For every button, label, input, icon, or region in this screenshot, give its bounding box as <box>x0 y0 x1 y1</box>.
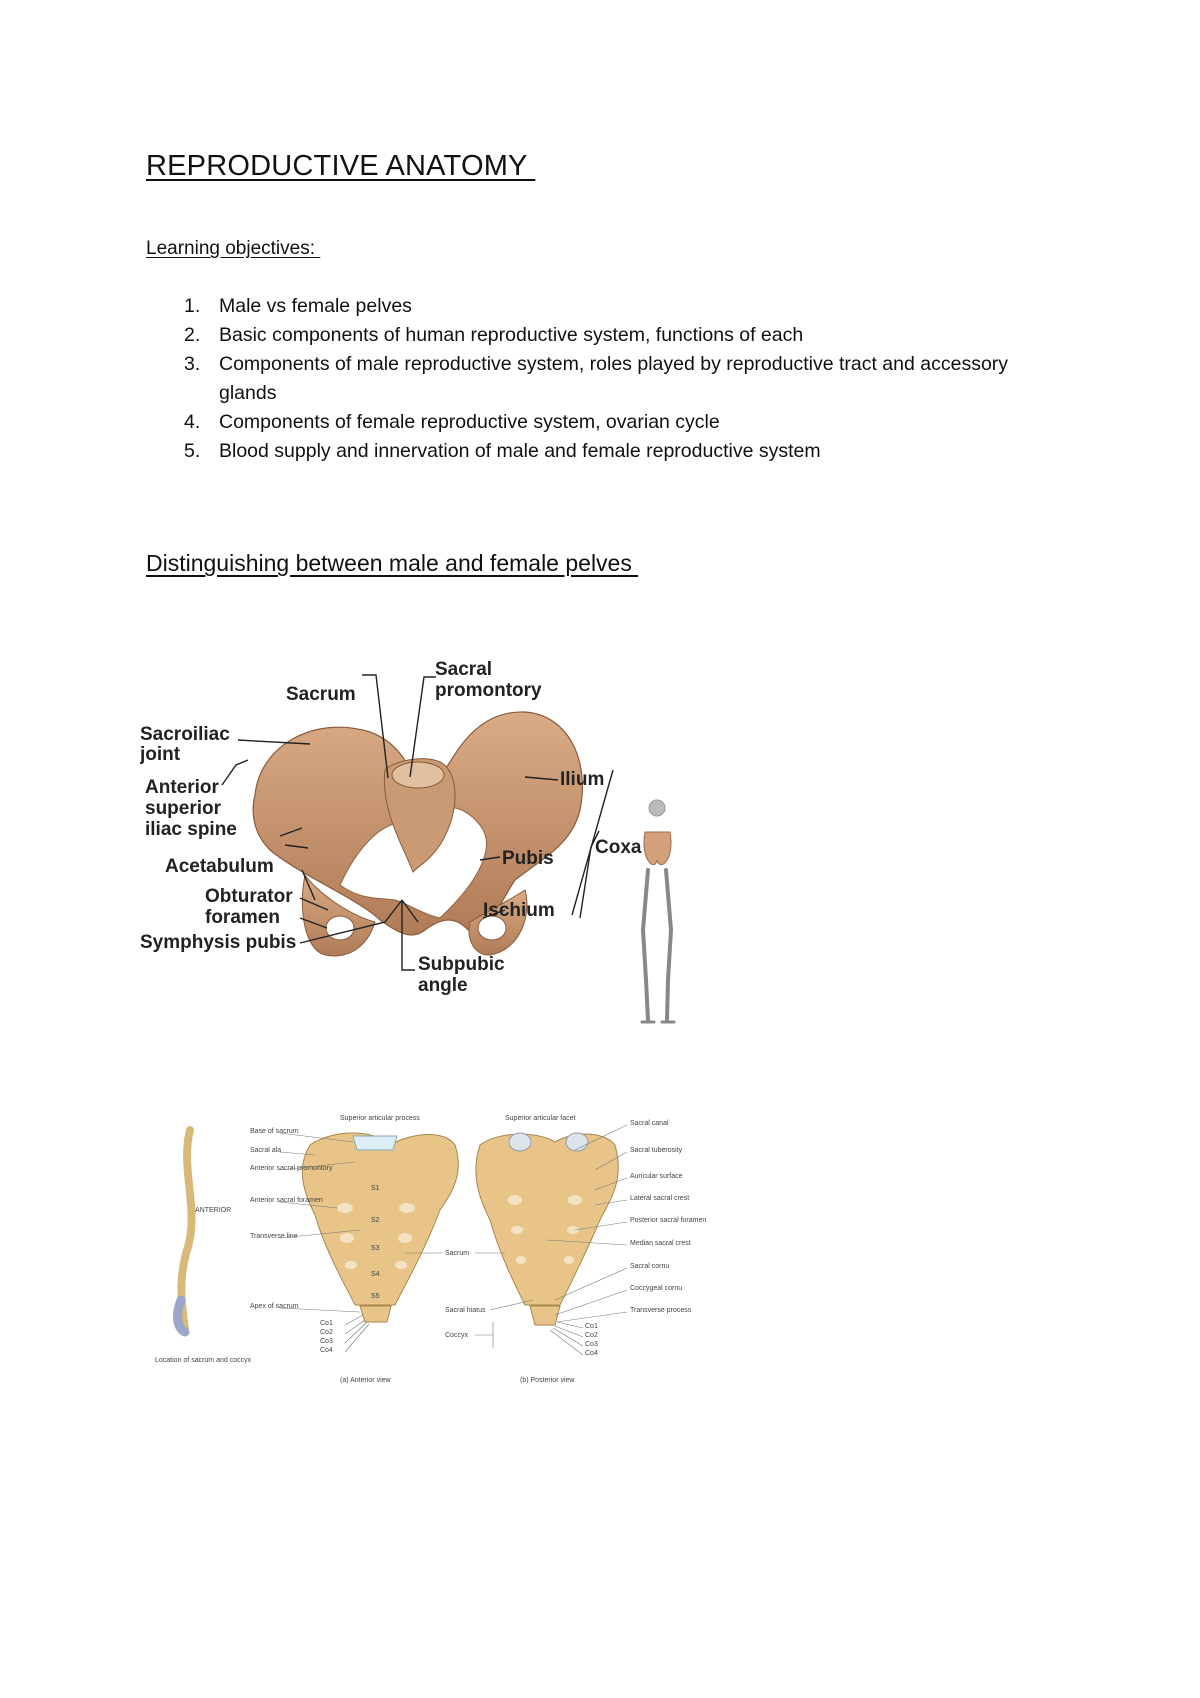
anterior-promontory-label: Anterior sacral promontory <box>250 1165 333 1172</box>
middle-coccyx-label: Coccyx <box>445 1332 468 1339</box>
posterior-right-label: Posterior sacral foramen <box>630 1217 707 1224</box>
sacrum-figure <box>155 1100 755 1390</box>
list-item <box>146 292 1066 321</box>
posterior-caption: (b) Posterior view <box>520 1377 575 1384</box>
posterior-right-label: Sacral canal <box>630 1120 669 1127</box>
label-pubis: Pubis <box>502 848 554 869</box>
posterior-right-label: Transverse process <box>630 1307 692 1314</box>
spine-location-label: Location of sacrum and coccyx <box>155 1357 252 1364</box>
label-sacroiliac-2: joint <box>140 744 181 765</box>
list-text: Components of male reproductive system, roles played by reproductive tract and accessory glands <box>219 353 1009 404</box>
label-obturator-1: Obturator <box>205 886 293 907</box>
skeleton-thumbnail <box>642 800 674 1022</box>
segment-label: S4 <box>371 1271 380 1278</box>
posterior-right-label: Median sacral crest <box>630 1240 691 1247</box>
posterior-right-label: Sacral cornu <box>630 1263 670 1270</box>
middle-co3-label: Co3 <box>320 1338 333 1345</box>
document-title: REPRODUCTIVE ANATOMY <box>146 150 536 182</box>
label-acetabulum: Acetabulum <box>165 856 274 877</box>
anterior-caption: (a) Anterior view <box>340 1377 391 1384</box>
segment-label: S5 <box>371 1293 380 1300</box>
label-ilium: Ilium <box>560 769 605 790</box>
list-text: Male vs female pelves <box>219 295 412 317</box>
list-item <box>146 321 1066 350</box>
posterior-top-label: Superior articular facet <box>505 1115 576 1122</box>
posterior-right-label: Sacral tuberosity <box>630 1147 683 1154</box>
segment-label: S2 <box>371 1217 380 1224</box>
list-text: Blood supply and innervation of male and female reproductive system <box>219 440 821 462</box>
segment-label: S1 <box>371 1185 380 1192</box>
list-item <box>146 350 1066 408</box>
list-item <box>146 437 1066 466</box>
posterior-co4-label: Co4 <box>585 1350 598 1357</box>
spine-anterior-label: ANTERIOR <box>195 1207 232 1214</box>
middle-sacrum-label: Sacrum <box>445 1250 470 1257</box>
list-number: 4. <box>184 411 201 433</box>
label-subpubic-2: angle <box>418 975 468 996</box>
anterior-base-label: Base of sacrum <box>250 1128 299 1135</box>
label-subpubic-1: Subpubic <box>418 954 505 975</box>
list-text: Components of female reproductive system, ovarian cycle <box>219 411 720 433</box>
label-obturator-2: foramen <box>205 907 280 928</box>
label-coxa: Coxa <box>595 837 642 858</box>
posterior-right-label: Auricular surface <box>630 1173 683 1180</box>
anterior-apex-label: Apex of sacrum <box>250 1303 299 1310</box>
spine-illustration <box>155 1130 252 1364</box>
posterior-right-label: Coccygeal cornu <box>630 1285 683 1292</box>
anterior-ala-label: Sacral ala <box>250 1147 282 1154</box>
anterior-foramen-label: Anterior sacral foramen <box>250 1197 323 1204</box>
posterior-right-label: Lateral sacral crest <box>630 1195 690 1202</box>
sacrum-anterior-illustration <box>250 1115 458 1384</box>
sacrum-posterior-illustration <box>476 1115 707 1384</box>
segment-label: S3 <box>371 1245 380 1252</box>
posterior-co1-label: Co1 <box>585 1323 598 1330</box>
label-sacral-promontory-2: promontory <box>435 680 542 701</box>
label-sacral-promontory-1: Sacral <box>435 660 493 680</box>
list-number: 3. <box>184 353 201 375</box>
label-asis-1: Anterior <box>145 777 219 798</box>
list-text: Basic components of human reproductive system, functions of each <box>219 324 804 346</box>
middle-co2-label: Co2 <box>320 1329 333 1336</box>
objectives-label: Learning objectives: <box>146 238 321 259</box>
middle-hiatus-label: Sacral hiatus <box>445 1307 486 1314</box>
label-sacrum: Sacrum <box>286 684 356 705</box>
list-number: 5. <box>184 440 201 462</box>
posterior-co2-label: Co2 <box>585 1332 598 1339</box>
label-ischium: Ischium <box>483 900 555 921</box>
posterior-co3-label: Co3 <box>585 1341 598 1348</box>
middle-co1-label: Co1 <box>320 1320 333 1327</box>
anterior-top-label: Superior articular process <box>340 1115 420 1122</box>
anterior-transverse-label: Transverse line <box>250 1233 298 1240</box>
middle-co4-label: Co4 <box>320 1347 333 1354</box>
pelvis-figure <box>140 660 720 1080</box>
label-asis-3: iliac spine <box>145 819 237 840</box>
label-symphysis: Symphysis pubis <box>140 932 297 953</box>
list-item <box>146 408 1066 437</box>
list-number: 2. <box>184 324 201 346</box>
objectives-list <box>146 292 1066 466</box>
section-heading: Distinguishing between male and female pelves <box>146 550 639 576</box>
label-asis-2: superior <box>145 798 222 819</box>
list-number: 1. <box>184 295 201 317</box>
label-sacroiliac-1: Sacroiliac <box>140 724 230 745</box>
